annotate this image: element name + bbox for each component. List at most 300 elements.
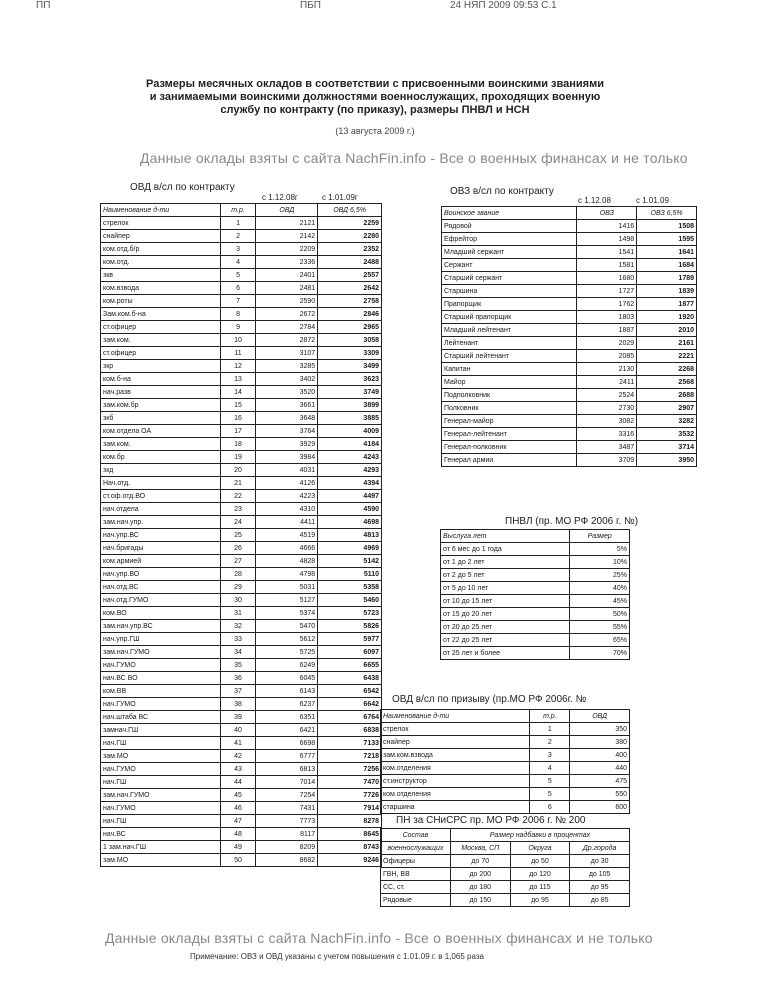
table-cell: до 50 bbox=[510, 855, 570, 868]
table-cell: 3520 bbox=[256, 386, 318, 399]
table-cell: 2130 bbox=[577, 363, 637, 376]
table-cell: до 85 bbox=[570, 894, 630, 907]
table-cell: 7256 bbox=[318, 763, 382, 776]
table-cell: снайпер bbox=[101, 230, 221, 243]
table-cell: 40 bbox=[220, 724, 256, 737]
table-row bbox=[441, 621, 630, 634]
pnvl-table bbox=[440, 529, 630, 660]
table-cell: 49 bbox=[220, 841, 256, 854]
table-row bbox=[101, 802, 382, 815]
table-cell: Майор bbox=[442, 376, 577, 389]
table-cell: 2568 bbox=[637, 376, 697, 389]
table-cell: 46 bbox=[220, 802, 256, 815]
table-cell: 5725 bbox=[256, 646, 318, 659]
footer-note: Примечание: ОВЗ и ОВД указаны с учетом повышения с 1.01.09 г. в 1,065 раза bbox=[190, 952, 484, 961]
table-cell: от 22 до 25 лет bbox=[441, 634, 570, 647]
table-cell: от 1 до 2 лет bbox=[441, 556, 570, 569]
table-cell: 6838 bbox=[318, 724, 382, 737]
table-cell: Старшина bbox=[442, 285, 577, 298]
table-cell: 1839 bbox=[637, 285, 697, 298]
table-cell: до 95 bbox=[510, 894, 570, 907]
table-cell: 41 bbox=[220, 737, 256, 750]
table-cell: 8682 bbox=[256, 854, 318, 867]
table-row bbox=[441, 582, 630, 595]
table-row bbox=[442, 220, 697, 233]
table-cell: 47 bbox=[220, 815, 256, 828]
table-cell: ком.ВВ bbox=[101, 685, 221, 698]
table-cell: нач.ГУМО bbox=[101, 659, 221, 672]
table-cell: 33 bbox=[220, 633, 256, 646]
table-cell: 6655 bbox=[318, 659, 382, 672]
table-cell: 2280 bbox=[318, 230, 382, 243]
table-cell: 2846 bbox=[318, 308, 382, 321]
table-cell: 31 bbox=[220, 607, 256, 620]
table-cell: нач.отд.ВС bbox=[101, 581, 221, 594]
rank-date2: с 1.01.09 bbox=[636, 196, 669, 205]
table-cell: 5358 bbox=[318, 581, 382, 594]
table-cell: зам.ком.бр bbox=[101, 399, 221, 412]
table-cell: 2758 bbox=[318, 295, 382, 308]
table-cell: 2481 bbox=[256, 282, 318, 295]
table-cell: 9246 bbox=[318, 854, 382, 867]
table-row bbox=[101, 282, 382, 295]
table-cell: 3950 bbox=[637, 454, 697, 467]
table-cell: 3764 bbox=[256, 425, 318, 438]
table-cell: нач.упр.ВО bbox=[101, 568, 221, 581]
column-header: Состав bbox=[381, 829, 451, 842]
table-cell: 48 bbox=[220, 828, 256, 841]
table-cell: 6237 bbox=[256, 698, 318, 711]
table-cell: нач.ГШ bbox=[101, 815, 221, 828]
fax-header bbox=[0, 0, 770, 14]
table-row bbox=[101, 737, 382, 750]
table-cell: 2401 bbox=[256, 269, 318, 282]
table-cell: ст.инструктор bbox=[381, 775, 530, 788]
table-cell: 475 bbox=[570, 775, 630, 788]
table-cell: ком.б-на bbox=[101, 373, 221, 386]
table-cell: нач.упр.ГШ bbox=[101, 633, 221, 646]
table-row bbox=[442, 428, 697, 441]
table-cell: 1803 bbox=[577, 311, 637, 324]
table-cell: 5142 bbox=[318, 555, 382, 568]
table-row bbox=[442, 246, 697, 259]
table-cell: 42 bbox=[220, 750, 256, 763]
table-cell: 12 bbox=[220, 360, 256, 373]
table-cell: 6698 bbox=[256, 737, 318, 750]
table-cell: 3714 bbox=[637, 441, 697, 454]
table-row bbox=[381, 736, 630, 749]
table-cell: 7726 bbox=[318, 789, 382, 802]
table-cell: 5460 bbox=[318, 594, 382, 607]
table-cell: 2590 bbox=[256, 295, 318, 308]
table-cell: замнач.ГШ bbox=[101, 724, 221, 737]
table-cell: 8278 bbox=[318, 815, 382, 828]
table-row bbox=[101, 776, 382, 789]
table-row bbox=[381, 723, 630, 736]
table-cell: нач.отд.ГУМО bbox=[101, 594, 221, 607]
table-row bbox=[442, 441, 697, 454]
table-cell: ком.роты bbox=[101, 295, 221, 308]
watermark-top: Данные оклады взяты с сайта NachFin.info - Все о военных финансах и не только bbox=[140, 150, 688, 166]
table-cell: от 6 мес до 1 года bbox=[441, 543, 570, 556]
table-cell: 45 bbox=[220, 789, 256, 802]
table-cell: до 150 bbox=[450, 894, 510, 907]
table-cell: 3661 bbox=[256, 399, 318, 412]
table-cell: 1789 bbox=[637, 272, 697, 285]
table-cell: 2121 bbox=[256, 217, 318, 230]
table-row bbox=[381, 881, 630, 894]
rank-date1: с 1.12.08 bbox=[578, 196, 611, 205]
column-header: Воинское звание bbox=[442, 207, 577, 220]
table-cell: ком.ВО bbox=[101, 607, 221, 620]
table-row bbox=[101, 828, 382, 841]
column-header: ОВЗ 6,5% bbox=[637, 207, 697, 220]
table-cell: 21 bbox=[220, 477, 256, 490]
table-cell: 1595 bbox=[637, 233, 697, 246]
table-cell: 6 bbox=[530, 801, 570, 814]
table-row bbox=[101, 230, 382, 243]
table-cell: 38 bbox=[220, 698, 256, 711]
table-cell: 50 bbox=[220, 854, 256, 867]
table-cell: 7773 bbox=[256, 815, 318, 828]
table-cell: 1 зам.нач.ГШ bbox=[101, 841, 221, 854]
table-cell: 2872 bbox=[256, 334, 318, 347]
table-cell: 400 bbox=[570, 749, 630, 762]
title-line: и занимаемыми воинскими должностями военнослужащих, проходящих военную bbox=[149, 91, 601, 103]
pnvl-caption: ПНВЛ (пр. МО РФ 2006 г. №) bbox=[505, 516, 639, 527]
table-cell: до 95 bbox=[570, 881, 630, 894]
column-header: ОВЗ bbox=[577, 207, 637, 220]
table-row bbox=[101, 295, 382, 308]
table-cell: Генерал-майор bbox=[442, 415, 577, 428]
table-cell: 5 bbox=[530, 788, 570, 801]
table-cell: 2784 bbox=[256, 321, 318, 334]
fax-header-right: 24 НЯП 2009 09:53 С.1 bbox=[450, 0, 557, 11]
table-cell: 2259 bbox=[318, 217, 382, 230]
table-cell: 3402 bbox=[256, 373, 318, 386]
table-row bbox=[101, 399, 382, 412]
table-row bbox=[101, 854, 382, 867]
table-cell: от 20 до 25 лет bbox=[441, 621, 570, 634]
table-cell: 2 bbox=[530, 736, 570, 749]
table-row bbox=[101, 763, 382, 776]
table-cell: 4969 bbox=[318, 542, 382, 555]
table-row bbox=[101, 373, 382, 386]
table-cell: 65% bbox=[570, 634, 630, 647]
table-cell: нач.ГУМО bbox=[101, 698, 221, 711]
table-cell: 4310 bbox=[256, 503, 318, 516]
table-cell: 3309 bbox=[318, 347, 382, 360]
table-cell: 20 bbox=[220, 464, 256, 477]
table-row bbox=[101, 334, 382, 347]
table-row bbox=[101, 451, 382, 464]
table-row bbox=[442, 324, 697, 337]
table-cell: нач.ВС ВО bbox=[101, 672, 221, 685]
table-row bbox=[381, 788, 630, 801]
table-cell: 2209 bbox=[256, 243, 318, 256]
table-cell: Сержант bbox=[442, 259, 577, 272]
table-cell: 3058 bbox=[318, 334, 382, 347]
table-cell: 2085 bbox=[577, 350, 637, 363]
table-cell: 4798 bbox=[256, 568, 318, 581]
table-cell: 6351 bbox=[256, 711, 318, 724]
table-cell: Нач.отд. bbox=[101, 477, 221, 490]
table-cell: 8645 bbox=[318, 828, 382, 841]
table-cell: 15 bbox=[220, 399, 256, 412]
table-cell: Подполковник bbox=[442, 389, 577, 402]
table-cell: нач.ВС bbox=[101, 828, 221, 841]
table-cell: нач.бригады bbox=[101, 542, 221, 555]
table-cell: 4590 bbox=[318, 503, 382, 516]
table-cell: 3 bbox=[220, 243, 256, 256]
table-cell: нач.ГШ bbox=[101, 737, 221, 750]
table-cell: 7014 bbox=[256, 776, 318, 789]
table-cell: 45% bbox=[570, 595, 630, 608]
table-row bbox=[381, 894, 630, 907]
column-header: Размер надбавки в процентах bbox=[450, 829, 629, 842]
table-cell: 4698 bbox=[318, 516, 382, 529]
table-cell: Генерал армии bbox=[442, 454, 577, 467]
table-cell: зам.ком. bbox=[101, 334, 221, 347]
table-cell: ком.отд. bbox=[101, 256, 221, 269]
table-cell: 7254 bbox=[256, 789, 318, 802]
title-line: службу по контракту (по приказу), размеры ПНВЛ и НСН bbox=[220, 104, 530, 116]
table-row bbox=[101, 347, 382, 360]
table-cell: 8209 bbox=[256, 841, 318, 854]
table-row bbox=[101, 841, 382, 854]
table-cell: 2642 bbox=[318, 282, 382, 295]
column-header: ОВД bbox=[570, 710, 630, 723]
table-row bbox=[441, 608, 630, 621]
table-cell: ст.офицер bbox=[101, 321, 221, 334]
table-cell: Полковник bbox=[442, 402, 577, 415]
document-title bbox=[105, 78, 645, 117]
table-cell: 8743 bbox=[318, 841, 382, 854]
table-row bbox=[442, 298, 697, 311]
table-cell: 7218 bbox=[318, 750, 382, 763]
table-cell: 30 bbox=[220, 594, 256, 607]
table-cell: 3623 bbox=[318, 373, 382, 386]
table-row bbox=[101, 490, 382, 503]
table-row bbox=[441, 647, 630, 660]
table-cell: зам.нач.ГУМО bbox=[101, 646, 221, 659]
table-cell: 6542 bbox=[318, 685, 382, 698]
table-cell: 3107 bbox=[256, 347, 318, 360]
table-cell: 6764 bbox=[318, 711, 382, 724]
nsn-table bbox=[380, 828, 630, 907]
table-cell: 5 bbox=[220, 269, 256, 282]
table-header-row bbox=[381, 842, 630, 855]
table-cell: Рядовые bbox=[381, 894, 451, 907]
table-cell: 13 bbox=[220, 373, 256, 386]
table-row bbox=[101, 581, 382, 594]
table-row bbox=[442, 363, 697, 376]
table-cell: 5127 bbox=[256, 594, 318, 607]
table-cell: до 120 bbox=[510, 868, 570, 881]
table-cell: 14 bbox=[220, 386, 256, 399]
table-cell: 2142 bbox=[256, 230, 318, 243]
table-row bbox=[381, 762, 630, 775]
table-cell: 4243 bbox=[318, 451, 382, 464]
table-row bbox=[441, 556, 630, 569]
column-subheader: военнослужащих bbox=[381, 842, 451, 855]
table-row bbox=[101, 425, 382, 438]
table-cell: 39 bbox=[220, 711, 256, 724]
table-header-row bbox=[381, 829, 630, 842]
table-row bbox=[442, 311, 697, 324]
table-cell: Рядовой bbox=[442, 220, 577, 233]
table-row bbox=[101, 516, 382, 529]
table-cell: Ефрейтор bbox=[442, 233, 577, 246]
table-cell: 4411 bbox=[256, 516, 318, 529]
table-row bbox=[101, 321, 382, 334]
table-cell: до 30 bbox=[570, 855, 630, 868]
table-cell: 1920 bbox=[637, 311, 697, 324]
table-cell: до 70 bbox=[450, 855, 510, 868]
table-cell: 5977 bbox=[318, 633, 382, 646]
left-date2: с 1.01.09г bbox=[322, 193, 358, 202]
table-cell: 23 bbox=[220, 503, 256, 516]
table-row bbox=[101, 568, 382, 581]
table-row bbox=[101, 698, 382, 711]
table-cell: нач.ГУМО bbox=[101, 763, 221, 776]
table-row bbox=[101, 217, 382, 230]
table-cell: 34 bbox=[220, 646, 256, 659]
table-row bbox=[101, 360, 382, 373]
table-cell: 6 bbox=[220, 282, 256, 295]
table-row bbox=[101, 750, 382, 763]
column-header: ОВД bbox=[256, 204, 318, 217]
table-cell: зам.ком. bbox=[101, 438, 221, 451]
table-row bbox=[441, 543, 630, 556]
table-row bbox=[101, 529, 382, 542]
table-cell: 4293 bbox=[318, 464, 382, 477]
table-cell: 2010 bbox=[637, 324, 697, 337]
table-row bbox=[101, 633, 382, 646]
table-cell: 4031 bbox=[256, 464, 318, 477]
table-cell: от 5 до 10 лет bbox=[441, 582, 570, 595]
left-date1: с 1.12.08г bbox=[262, 193, 298, 202]
table-cell: Старший лейтенант bbox=[442, 350, 577, 363]
table-cell: 6045 bbox=[256, 672, 318, 685]
table-cell: 1877 bbox=[637, 298, 697, 311]
table-header-row bbox=[101, 204, 382, 217]
table-header-row bbox=[381, 710, 630, 723]
table-cell: ст.оф.отд.ВО bbox=[101, 490, 221, 503]
table-cell: 37 bbox=[220, 685, 256, 698]
table-row bbox=[381, 868, 630, 881]
table-cell: зкб bbox=[101, 412, 221, 425]
table-cell: 5% bbox=[570, 543, 630, 556]
table-cell: 1 bbox=[220, 217, 256, 230]
table-row bbox=[101, 438, 382, 451]
table-cell: 35 bbox=[220, 659, 256, 672]
table-row bbox=[101, 594, 382, 607]
table-cell: Старший сержант bbox=[442, 272, 577, 285]
table-cell: 2336 bbox=[256, 256, 318, 269]
table-cell: 32 bbox=[220, 620, 256, 633]
table-cell: 10% bbox=[570, 556, 630, 569]
table-cell: 4813 bbox=[318, 529, 382, 542]
table-cell: 43 bbox=[220, 763, 256, 776]
table-cell: Капитан bbox=[442, 363, 577, 376]
table-cell: ком.отделения bbox=[381, 788, 530, 801]
table-cell: 2268 bbox=[637, 363, 697, 376]
table-row bbox=[442, 259, 697, 272]
table-row bbox=[101, 256, 382, 269]
table-cell: 4223 bbox=[256, 490, 318, 503]
table-cell: 4 bbox=[220, 256, 256, 269]
table-row bbox=[101, 464, 382, 477]
table-cell: Младший лейтенант bbox=[442, 324, 577, 337]
table-cell: Зам.ком.б-на bbox=[101, 308, 221, 321]
table-cell: 2488 bbox=[318, 256, 382, 269]
table-cell: 18 bbox=[220, 438, 256, 451]
left-table-caption: ОВД в/сл по контракту bbox=[130, 182, 235, 193]
table-cell: от 25 лет и более bbox=[441, 647, 570, 660]
table-cell: 6777 bbox=[256, 750, 318, 763]
table-row bbox=[101, 477, 382, 490]
table-cell: 380 bbox=[570, 736, 630, 749]
table-cell: 26 bbox=[220, 542, 256, 555]
table-cell: 2 bbox=[220, 230, 256, 243]
table-cell: 36 bbox=[220, 672, 256, 685]
table-cell: 1581 bbox=[577, 259, 637, 272]
table-cell: 2688 bbox=[637, 389, 697, 402]
table-cell: 2672 bbox=[256, 308, 318, 321]
table-cell: 1508 bbox=[637, 220, 697, 233]
table-row bbox=[101, 308, 382, 321]
table-cell: 4519 bbox=[256, 529, 318, 542]
column-header: Размер bbox=[570, 530, 630, 543]
table-cell: 19 bbox=[220, 451, 256, 464]
table-row bbox=[441, 595, 630, 608]
table-cell: 1541 bbox=[577, 246, 637, 259]
table-cell: Младший сержант bbox=[442, 246, 577, 259]
column-subheader: Округа bbox=[510, 842, 570, 855]
table-row bbox=[442, 337, 697, 350]
table-cell: 6249 bbox=[256, 659, 318, 672]
fax-header-mid: ПБП bbox=[300, 0, 321, 11]
table-cell: 5 bbox=[530, 775, 570, 788]
table-cell: 50% bbox=[570, 608, 630, 621]
table-cell: ГВН, ВВ bbox=[381, 868, 451, 881]
table-cell: 1416 bbox=[577, 220, 637, 233]
table-cell: 3885 bbox=[318, 412, 382, 425]
table-row bbox=[101, 659, 382, 672]
watermark-bottom: Данные оклады взяты с сайта NachFin.info - Все о военных финансах и не только bbox=[105, 930, 653, 946]
table-row bbox=[101, 555, 382, 568]
table-cell: нач.ГУМО bbox=[101, 802, 221, 815]
table-cell: 28 bbox=[220, 568, 256, 581]
table-cell: 25% bbox=[570, 569, 630, 582]
table-cell: до 115 bbox=[510, 881, 570, 894]
table-cell: 3316 bbox=[577, 428, 637, 441]
rank-salary-table bbox=[441, 206, 697, 467]
table-cell: 7431 bbox=[256, 802, 318, 815]
table-cell: 6421 bbox=[256, 724, 318, 737]
table-cell: 5031 bbox=[256, 581, 318, 594]
table-cell: 1727 bbox=[577, 285, 637, 298]
table-row bbox=[442, 389, 697, 402]
table-cell: 1680 bbox=[577, 272, 637, 285]
column-header: Выслуга лет bbox=[441, 530, 570, 543]
table-cell: 11 bbox=[220, 347, 256, 360]
table-cell: 3082 bbox=[577, 415, 637, 428]
rank-table-caption: ОВЗ в/сл по контракту bbox=[450, 186, 554, 197]
table-cell: 1498 bbox=[577, 233, 637, 246]
fax-header-left: ПП bbox=[36, 0, 51, 11]
